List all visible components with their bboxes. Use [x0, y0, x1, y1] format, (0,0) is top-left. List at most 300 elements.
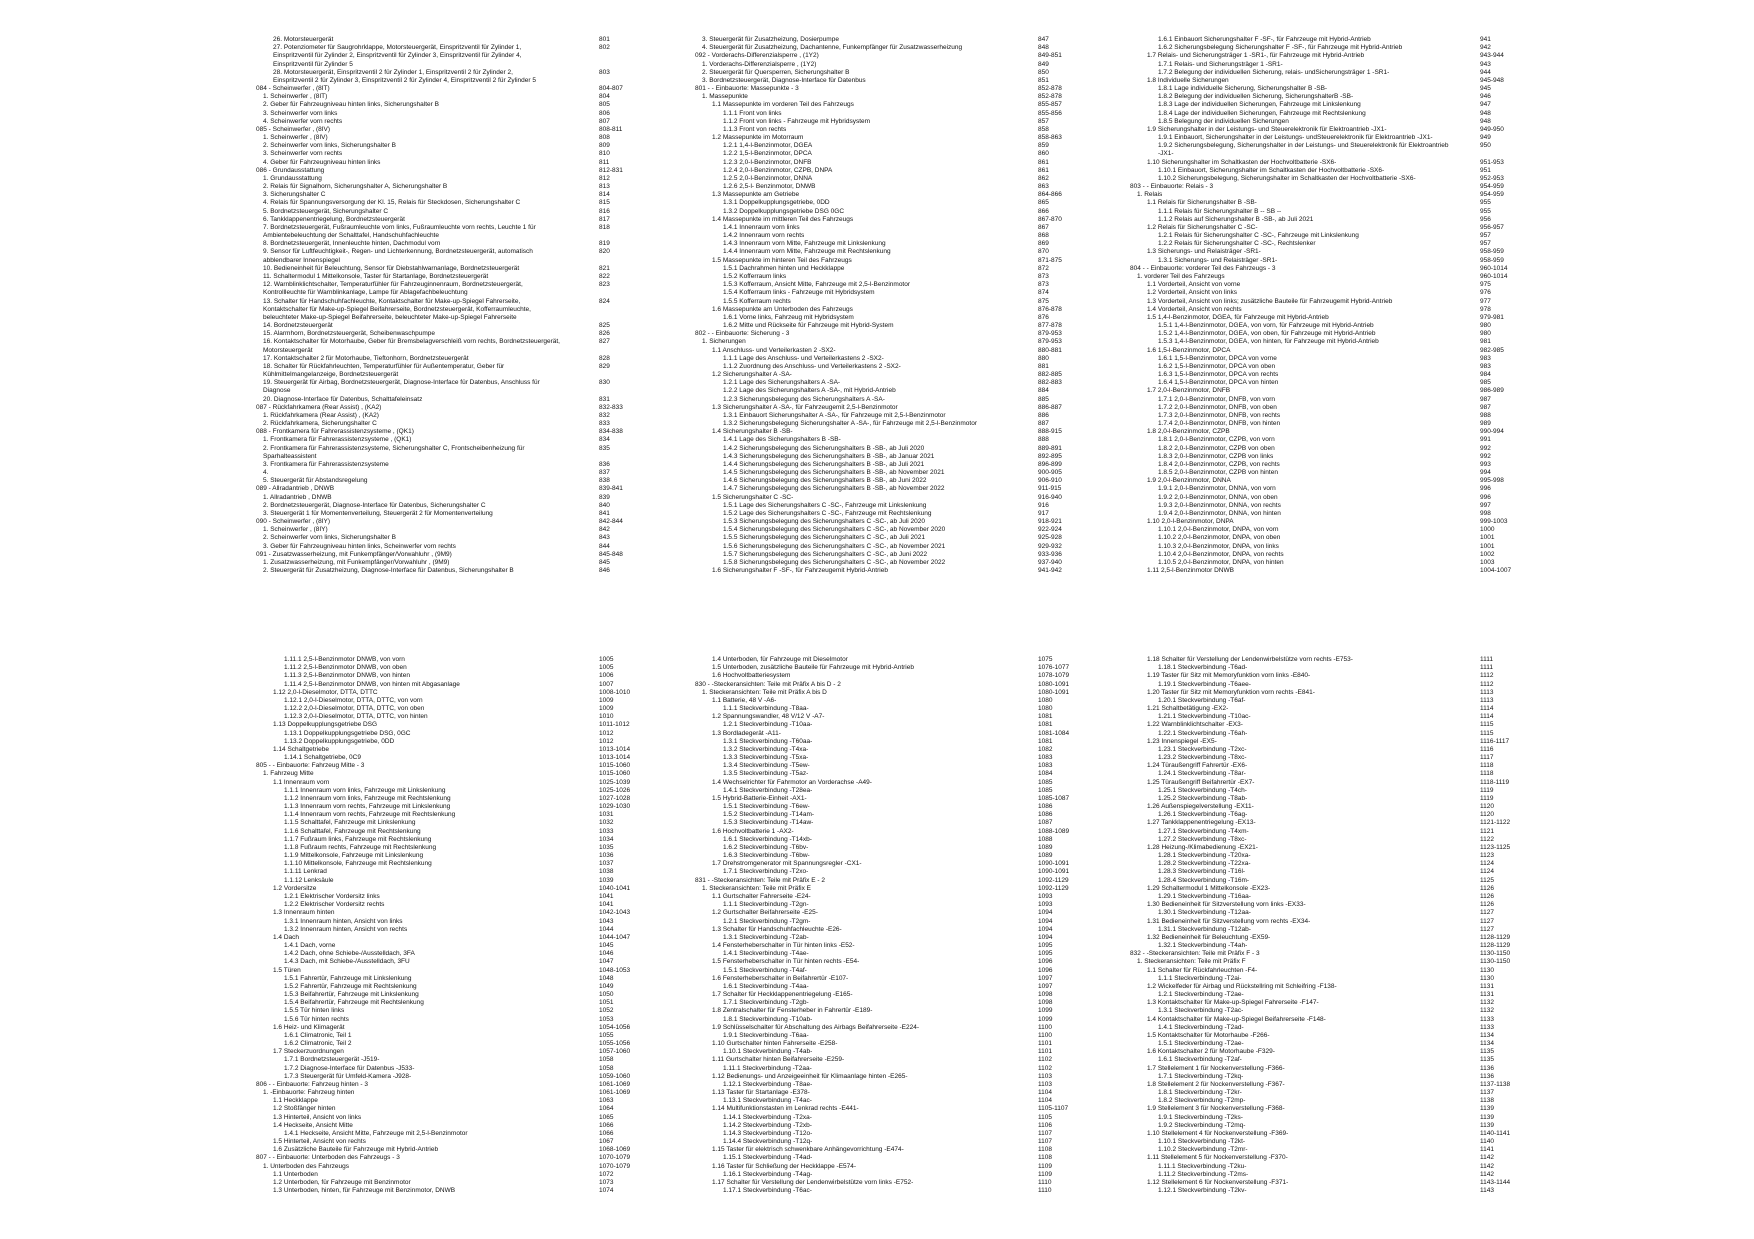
index-entry-page: 1086: [1038, 811, 1053, 819]
index-entry: [256, 61, 621, 69]
index-column-5: [695, 656, 1075, 1195]
index-entry: [256, 852, 621, 860]
index-entry-title: 1.11.2 2,5-l-Benzinmotor DNWB, von oben: [284, 664, 407, 672]
index-entry-page: 873: [1038, 281, 1049, 289]
index-entry-title: 1.3.1 Innenraum hinten, Ansicht von links: [284, 917, 403, 925]
index-entry-title: 1.7.4 2,0-l-Benzinmotor, DNFB, von hinten: [1158, 420, 1281, 428]
index-entry: [695, 958, 1075, 966]
index-entry-page: 1098: [1038, 991, 1053, 999]
index-entry-title: 1.13 Doppelkupplungsgetriebe DSG: [273, 721, 378, 729]
index-entry: [1130, 1187, 1515, 1195]
index-entry-page: 849-851: [1038, 52, 1062, 60]
index-entry-title: 1.13 Taster für Startanlage -E378-: [712, 1089, 810, 1097]
index-entry: [695, 240, 1075, 248]
index-entry-title: 1.3.2 Doppelkupplungsgetriebe DSG 0GC: [723, 207, 845, 215]
index-entry: [256, 477, 621, 485]
index-entry-title: 1.4 Vorderteil, Ansicht von rechts: [1147, 305, 1242, 313]
index-entry: [695, 387, 1075, 395]
index-entry: [695, 61, 1075, 69]
index-entry-title: 1.3 Innenraum hinten: [273, 909, 335, 917]
index-entry: [695, 950, 1075, 958]
index-entry-page: 951: [1480, 166, 1491, 174]
index-entry-title: 1.16 Taster für Schließung der Heckklappe -E574-: [712, 1162, 857, 1170]
index-entry-page: 1124: [1480, 860, 1494, 868]
index-entry-page: 1068-1069: [599, 1146, 631, 1154]
index-entry-page: 858: [1038, 125, 1049, 133]
index-entry-page: 826: [599, 330, 610, 338]
index-entry: [1130, 1065, 1515, 1073]
index-entry-page: 847: [1038, 36, 1049, 43]
index-entry: [256, 355, 621, 363]
index-entry-title: 1.3.2 Innenraum hinten, Ansicht von rechts: [284, 925, 408, 933]
index-entry-title: 1.9.1 Einbauort, Sicherungshalter in der Leistungs- undSteuerelektronik für Elektroantrieb -JX1-: [1158, 134, 1433, 142]
index-entry: [1130, 877, 1515, 885]
index-entry: [695, 281, 1075, 289]
index-entry-page: 876-878: [1038, 305, 1062, 313]
index-entry-title: Einspritzventil für Zylinder 5: [273, 60, 353, 68]
index-entry-title: 1.23.1 Steckverbindung -T2xc-: [1158, 745, 1247, 753]
index-entry-title: 1. Massepunkte: [702, 93, 748, 101]
index-entry: [695, 738, 1075, 746]
index-entry: [256, 534, 621, 542]
index-entry-title: 1.8 Individuelle Sicherungen: [1147, 76, 1229, 84]
index-entry-page: 877-878: [1038, 322, 1062, 330]
index-entry: [695, 338, 1075, 346]
index-entry-page: 1047: [599, 958, 614, 966]
index-entry: [256, 44, 621, 52]
index-entry-title: 1.9.1 Steckverbindung -T2ks-: [1158, 1113, 1243, 1121]
index-entry-title: 1.7 Relais- und Sicherungsträger 1 -SR1-, für Fahrzeuge mit Hybrid-Antrieb: [1147, 52, 1365, 60]
index-entry: [695, 396, 1075, 404]
index-entry-title: 1.5.7 Sicherungsbelegung des Sicherungshalters C -SC-, ab Juni 2022: [723, 550, 928, 558]
index-entry: [1130, 1171, 1515, 1179]
index-entry: [256, 175, 621, 183]
index-entry-title: 1.29.1 Steckverbindung -T16aa-: [1158, 892, 1251, 900]
index-entry-title: 1.10 Stellelement 4 für Nockenverstellung -F369-: [1147, 1129, 1289, 1137]
index-entry: [1130, 101, 1515, 109]
index-entry: [695, 534, 1075, 542]
index-entry-page: 803: [599, 68, 610, 76]
index-entry-page: 1127: [1480, 909, 1494, 917]
index-entry-title: 806 - - Einbauorte: Fahrzeug hinten - 3: [256, 1080, 369, 1088]
index-entry: [256, 77, 621, 85]
index-entry-page: 1108: [1038, 1154, 1052, 1162]
index-entry-page: 1074: [599, 1187, 614, 1195]
index-entry-title: 3. Frontkamera für Fahrerassistenzsysteme: [263, 460, 389, 468]
index-entry-page: 842-844: [599, 518, 623, 526]
index-entry-title: 1.2.2 Elektrischer Vordersitz rechts: [284, 901, 385, 909]
index-column-3: [1130, 36, 1515, 575]
index-entry-title: 1.9 Stellelement 3 für Nockenverstellung -F368-: [1147, 1105, 1285, 1113]
index-entry-page: 839-841: [599, 485, 623, 493]
index-entry: [256, 314, 621, 322]
index-entry: [695, 453, 1075, 461]
index-entry-title: 1.19.1 Steckverbindung -T6aee-: [1158, 680, 1251, 688]
index-entry-page: 818: [599, 223, 610, 231]
index-entry: [695, 52, 1075, 60]
index-entry-title: 1.6 Heiz- und Klimagerät: [273, 1023, 345, 1031]
index-entry: [695, 502, 1075, 510]
index-entry-page: 824: [599, 297, 610, 305]
index-entry: [1130, 208, 1515, 216]
index-entry: [1130, 991, 1515, 999]
index-entry-title: 1.4.3 Dach, mit Schiebe-/Ausstelldach, 3FU: [284, 958, 410, 966]
index-entry-page: 1089: [1038, 843, 1053, 851]
index-entry-title: 1.8.1 2,0-l-Benzinmotor, CZPB, von vorn: [1158, 436, 1275, 444]
index-entry: [256, 379, 621, 387]
index-entry-title: 1.8.3 Lage der individuellen Sicherungen, Fahrzeuge mit Linkslenkung: [1158, 101, 1361, 109]
index-entry-title: 1.5.3 Kofferraum, Ansicht Mitte, Fahrzeuge mit 2,5-l-Benzinmotor: [723, 281, 911, 289]
index-entry-page: 887: [1038, 420, 1049, 428]
index-entry-page: 867-870: [1038, 215, 1062, 223]
index-entry-title: 1.29 Schaltermodul 1 Mittelkonsole -EX23-: [1147, 884, 1271, 892]
index-entry-page: 944: [1480, 68, 1491, 76]
index-entry-title: 1.6 Fensterheberschalter in Beifahrertür -E107-: [712, 974, 849, 982]
index-entry: [695, 257, 1075, 265]
index-entry-page: 991: [1480, 436, 1491, 444]
index-entry: [256, 926, 621, 934]
index-entry-title: 14. Bordnetzsteuergerät: [263, 322, 333, 330]
index-entry-page: 1006: [599, 672, 614, 680]
index-entry-title: 3. Scheinwerfer vorn rechts: [263, 150, 343, 158]
index-entry-title: 4. Scheinwerfer vorn rechts: [263, 117, 343, 125]
index-entry: [1130, 754, 1515, 762]
index-entry-page: 1109: [1038, 1170, 1052, 1178]
index-entry-title: 1.7.2 Diagnose-Interface für Datenbus -J533-: [284, 1064, 415, 1072]
index-entry: [256, 428, 621, 436]
index-entry-page: 947: [1480, 101, 1491, 109]
index-entry-title: 1.9.2 Steckverbindung -T2mq-: [1158, 1121, 1246, 1129]
index-entry-title: 1.4.3 Sicherungsbelegung des Sicherungshalters B -SB-, ab Januar 2021: [723, 452, 935, 460]
index-entry-title: 1. vorderer Teil des Fahrzeugs: [1137, 272, 1225, 280]
index-entry: [1130, 860, 1515, 868]
index-entry-page: 1113: [1480, 696, 1494, 704]
index-entry: [1130, 273, 1515, 281]
index-entry-title: 1.5 Türen: [273, 966, 301, 974]
index-entry-page: 1093: [1038, 892, 1053, 900]
index-entry-page: 889-891: [1038, 444, 1062, 452]
index-entry-title: 1.3 Sicherungshalter A -SA-, für Fahrzeugemit 2,5-l-Benzinmotor: [712, 403, 898, 411]
index-entry-page: 1041: [599, 892, 614, 900]
index-entry-page: 845-848: [599, 550, 623, 558]
index-entry-page: 987: [1480, 403, 1491, 411]
index-entry-page: 1126: [1480, 884, 1494, 892]
index-entry-title: 1.15.1 Steckverbindung -T4ad-: [723, 1154, 813, 1162]
index-entry-page: 997: [1480, 501, 1491, 509]
index-entry: [695, 672, 1075, 680]
index-entry-title: 1.1.12 Lenksäule: [284, 876, 334, 884]
index-entry-title: 1.6.1 Einbauort Sicherungshalter F -SF-, für Fahrzeuge mit Hybrid-Antrieb: [1158, 36, 1371, 43]
index-entry-page: 1063: [599, 1097, 614, 1105]
index-entry-title: 1. -Einbauorte: Fahrzeug hinten: [263, 1089, 355, 1097]
index-entry-title: 1.4.2 Dach, ohne Schiebe-/Ausstelldach, 3FA: [284, 950, 415, 958]
index-entry-title: 1.25 Türaußengriff Beifahrertür -EX7-: [1147, 778, 1255, 786]
index-entry-page: 849: [1038, 60, 1049, 68]
index-entry-page: 1080-1091: [1038, 680, 1070, 688]
index-entry-title: 1. Steckeransichten: Teile mit Präfix E: [702, 884, 811, 892]
index-entry-title: 1.6.1 Steckverbindung -T2af-: [1158, 1056, 1242, 1064]
index-entry: [695, 1097, 1075, 1105]
index-entry-title: 1.12.3 2,0-l-Dieselmotor, DTTA, DTTC, von hinten: [284, 713, 428, 721]
index-entry-page: 1003: [1480, 559, 1495, 566]
index-entry-page: 872: [1038, 264, 1049, 272]
index-entry-page: 989: [1480, 420, 1491, 428]
index-entry-title: 1.10.1 Steckverbindung -T4ab-: [723, 1048, 813, 1056]
index-entry-title: Kontaktschalter für Make-up-Spiegel Beifahrerseite, Bordnetzsteuergerät, Kofferraumleuchte,: [263, 305, 531, 313]
index-entry: [695, 412, 1075, 420]
index-entry-page: 1000: [1480, 526, 1495, 534]
index-entry-page: 945-948: [1480, 76, 1504, 84]
index-entry-title: 1.7 2,0-l-Benzinmotor, DNFB: [1147, 387, 1231, 395]
index-entry-page: 1002: [1480, 550, 1495, 558]
index-entry-title: 1.6.1 Vorne links, Fahrzeug mit Hybridsystem: [723, 313, 854, 321]
index-entry: [256, 1023, 631, 1032]
index-entry-title: 1.9.1 Steckverbindung -T6aa-: [723, 1031, 809, 1039]
index-entry-title: 1.22 Warnblinklichtschalter -EX3-: [1147, 721, 1243, 729]
index-entry-title: 1.5.1 Lage des Sicherungshalters C -SC-, Fahrzeuge mit Linkslenkung: [723, 501, 927, 509]
index-entry: [1130, 428, 1515, 436]
index-entry-page: 1108: [1038, 1146, 1052, 1154]
index-entry-page: 1081: [1038, 713, 1053, 721]
index-entry: [695, 314, 1075, 322]
index-entry-page: 980: [1480, 330, 1491, 338]
index-entry: [1130, 52, 1515, 60]
index-entry-title: 1.7.1 Steckverbindung -T2xo-: [723, 868, 809, 876]
index-entry-page: 869: [1038, 240, 1049, 248]
index-entry: [1130, 1056, 1515, 1064]
index-entry-page: 1088: [1038, 835, 1053, 843]
index-entry-title: 1.8.1 Steckverbindung -T2kr-: [1158, 1089, 1242, 1097]
index-entry: [1130, 762, 1515, 770]
index-entry-title: 1.3 Massepunkte am Getriebe: [712, 191, 800, 199]
index-entry-title: 1.8 2,0-l-Benzinmotor, CZPB: [1147, 428, 1230, 436]
index-entry-page: 1094: [1038, 925, 1053, 933]
index-entry: [1130, 110, 1515, 118]
index-entry-title: 1.4.4 Innenraum vorn Mitte, Fahrzeuge mit Rechtslenkung: [723, 248, 891, 256]
index-entry-page: 1037: [599, 860, 614, 868]
index-entry-title: 1.5.5 Tür hinten links: [284, 1007, 345, 1015]
index-entry-page: 831: [599, 395, 610, 403]
index-entry: [256, 933, 631, 942]
index-entry-title: 1.2.1 Steckverbindung -T2gm-: [723, 917, 811, 925]
index-entry-title: 1.14.4 Steckverbindung -T12q-: [723, 1138, 813, 1146]
index-entry: [1130, 958, 1515, 966]
index-entry-title: 1.10.1 2,0-l-Benzinmotor, DNPA, von vorn: [1158, 526, 1279, 534]
index-entry-page: 1009: [599, 696, 614, 704]
index-entry-page: 804-807: [599, 85, 623, 93]
index-entry-title: 1.11.1 2,5-l-Benzinmotor DNWB, von vorn: [284, 656, 405, 663]
index-entry-title: 1.2.5 2,0-l-Benzinmotor, DNNA: [723, 174, 813, 182]
index-entry-page: 868: [1038, 232, 1049, 240]
index-entry-page: 892-895: [1038, 452, 1062, 460]
index-entry: [1130, 314, 1515, 322]
index-entry-page: 836: [599, 460, 610, 468]
index-entry-title: 1.2 Gurtschalter Beifahrerseite -E25-: [712, 909, 818, 917]
index-entry: [1130, 852, 1515, 860]
index-entry-page: 1131: [1480, 982, 1494, 990]
index-entry-title: 1.9.3 2,0-l-Benzinmotor, DNNA, von rechts: [1158, 501, 1281, 509]
index-entry-page: 911-915: [1038, 485, 1062, 493]
index-entry-title: 1.12.1 Steckverbindung -T8ae-: [723, 1080, 813, 1088]
index-entry-title: 1.8.2 2,0-l-Benzinmotor, CZPB von oben: [1158, 444, 1275, 452]
index-entry: [256, 101, 621, 109]
index-entry: [695, 942, 1075, 950]
index-entry-page: 812: [599, 174, 610, 182]
index-entry-page: 998: [1480, 509, 1491, 517]
index-entry-page: 954-959: [1480, 191, 1504, 199]
index-entry: [695, 721, 1075, 729]
index-entry: [256, 551, 621, 559]
index-entry-page: 958-959: [1480, 256, 1504, 264]
index-entry-page: 1111: [1480, 656, 1494, 663]
index-entry: [1130, 298, 1515, 306]
index-entry-page: 1042-1043: [599, 909, 631, 917]
index-entry-page: 867: [1038, 223, 1049, 231]
index-entry-title: 1.4.6 Sicherungsbelegung des Sicherungshalters B -SB-, ab Juni 2022: [723, 477, 927, 485]
index-entry-title: 1. Fahrzeug Mitte: [263, 770, 314, 778]
index-entry-title: 1.5 Kontaktschalter für Motorhaube -F266-: [1147, 1031, 1270, 1039]
index-entry-title: 1.24 Türaußengriff Fahrertür -EX6-: [1147, 762, 1248, 770]
index-entry-page: 1055: [599, 1031, 614, 1039]
index-entry-title: 5. Steuergerät für Abstandsregelung: [263, 477, 368, 485]
index-entry-title: 1.8.4 2,0-l-Benzinmotor, CZPB, von rechts: [1158, 460, 1280, 468]
index-entry-title: 1.8.5 2,0-l-Benzinmotor, CZPB von hinten: [1158, 469, 1278, 477]
index-entry: [1130, 142, 1515, 150]
index-entry-page: 1118-1119: [1480, 778, 1510, 786]
index-entry: [256, 836, 621, 844]
index-entry-title: Kühlmittelmangelanzeige, Bordnetzsteuergerät: [263, 371, 399, 379]
index-entry: [1130, 885, 1515, 893]
index-entry: [1130, 175, 1515, 183]
index-entry: [1130, 1089, 1515, 1097]
index-entry: [695, 1171, 1075, 1179]
index-entry-title: 1.2.2 Relais für Sicherungshalter C -SC-, Rechtslenker: [1158, 240, 1316, 248]
index-entry-page: 1015-1060: [599, 770, 631, 778]
index-entry: [256, 688, 631, 697]
index-entry-page: 1138: [1480, 1097, 1494, 1105]
index-entry-page: 957: [1480, 232, 1491, 240]
index-entry: [1130, 289, 1515, 297]
index-entry: [695, 265, 1075, 273]
index-entry-page: 801: [599, 36, 610, 43]
index-entry: [1130, 1146, 1515, 1154]
index-entry-page: 1011-1012: [599, 721, 630, 729]
index-entry: [1130, 1081, 1515, 1089]
index-entry: [695, 893, 1075, 901]
index-entry: [1130, 844, 1515, 852]
index-entry-page: 858-863: [1038, 134, 1062, 142]
index-entry-page: 1010: [599, 713, 614, 721]
index-entry-page: 1116: [1480, 745, 1494, 753]
index-entry-page: 1092-1129: [1038, 884, 1069, 892]
index-entry: [695, 1114, 1075, 1122]
index-entry-title: 1.1.3 Innenraum vorn rechts, Fahrzeuge mit Linkslenkung: [284, 803, 451, 811]
index-entry-page: 941-942: [1038, 567, 1062, 575]
index-entry-title: 1.1.8 Fußraum rechts, Fahrzeuge mit Rechtslenkung: [284, 843, 437, 851]
index-entry-title: 3. Sicherungshalter C: [263, 191, 326, 199]
index-entry-page: 1115: [1480, 721, 1494, 729]
index-entry-title: 1.23 Innenspiegel -EX5-: [1147, 737, 1217, 745]
index-entry-page: 1094: [1038, 933, 1053, 941]
index-entry-title: 1.2 Sicherungshalter A -SA-: [712, 371, 792, 379]
index-entry-title: 1.4 Massepunkte im mittleren Teil des Fahrzeugs: [712, 215, 854, 223]
index-entry-page: 827: [599, 338, 610, 346]
index-entry-page: 814: [599, 191, 610, 199]
index-entry: [1130, 795, 1515, 803]
index-entry-title: 1.4 Dach: [273, 933, 300, 941]
index-entry-title: 1.8.5 Belegung der individuellen Sicherungen: [1158, 117, 1289, 125]
index-entry-title: 1.3 Kontaktschalter für Make-up-Spiegel Fahrerseite -F147-: [1147, 999, 1319, 1007]
index-entry-page: 851: [1038, 76, 1049, 84]
index-entry: [695, 306, 1075, 314]
index-entry-page: 841: [599, 509, 610, 517]
index-entry: [695, 795, 1075, 803]
index-entry-page: 806: [599, 109, 610, 117]
index-entry-page: 1048-1053: [599, 966, 631, 974]
index-entry-title: 1.11.4 2,5-l-Benzinmotor DNWB, von hinten mit Abgasanlage: [284, 680, 460, 688]
index-entry-page: 1130: [1480, 966, 1494, 974]
index-entry-page: 807: [599, 117, 610, 125]
index-entry-title: 1.10 Gurtschalter hinten Fahrerseite -E258-: [712, 1040, 838, 1048]
index-entry-page: 885: [1038, 395, 1049, 403]
index-entry-title: 1.1 Anschluss- und Verteilerkasten 2 -SX2-: [712, 346, 836, 354]
index-entry-page: 1107: [1038, 1129, 1052, 1137]
index-entry-title: 1.10.1 Einbauort, Sicherungshalter im Schaltkasten der Hochvoltbatterie -SX6-: [1158, 166, 1385, 174]
index-entry-page: 1141: [1480, 1146, 1494, 1154]
index-entry-page: 1130: [1480, 974, 1494, 982]
index-entry: [256, 191, 621, 199]
index-entry-page: 987: [1480, 395, 1491, 403]
index-entry-title: 1.2.6 2,5-l- Benzinmotor, DNWB: [723, 183, 816, 191]
index-entry: [256, 1122, 621, 1130]
index-entry: [1130, 510, 1515, 518]
index-entry: [695, 289, 1075, 297]
index-entry-title: 1. Relais: [1137, 191, 1163, 199]
index-entry-page: 1065: [599, 1113, 614, 1121]
index-entry: [1130, 469, 1515, 477]
index-entry-title: 1.1.6 Schalttafel, Fahrzeuge mit Rechtslenkung: [284, 827, 421, 835]
index-entry-title: 1.2.1 Steckverbindung -T2ae-: [1158, 991, 1244, 999]
index-entry: [256, 330, 621, 338]
index-entry-page: 817: [599, 215, 610, 223]
index-entry-page: 832-833: [599, 403, 623, 411]
index-entry-page: 996: [1480, 493, 1491, 501]
index-entry-page: 1104: [1038, 1097, 1052, 1105]
index-entry: [1130, 387, 1515, 395]
index-entry-page: 945: [1480, 85, 1491, 93]
index-entry-title: 1.25.2 Steckverbindung -T8ab-: [1158, 794, 1248, 802]
index-entry-title: 3. Steuergerät 1 für Momentenverteilung, Steuergerät 2 für Momentenverteilung: [263, 509, 493, 517]
index-entry: [695, 510, 1075, 518]
index-entry-page: 1031: [599, 811, 614, 819]
index-entry-page: 994: [1480, 469, 1491, 477]
index-entry-page: 1057-1060: [599, 1048, 631, 1056]
index-entry-page: 1096: [1038, 958, 1053, 966]
index-entry-page: 1066: [599, 1129, 614, 1137]
index-entry-page: 992: [1480, 452, 1491, 460]
index-entry-title: 1.1.1 Steckverbindung -T8aa-: [723, 705, 809, 713]
index-entry: [695, 232, 1075, 240]
index-entry: [1130, 265, 1515, 273]
index-entry: [1130, 436, 1515, 444]
index-entry: [256, 502, 621, 510]
index-entry-page: 1085: [1038, 786, 1053, 794]
index-entry-title: 1.1 Gurtschalter Fahrerseite -E24-: [712, 892, 811, 900]
index-entry-page: 1033: [599, 827, 614, 835]
index-entry-title: 085 - Scheinwerfer , (8IV): [256, 125, 331, 133]
index-entry-page: 1032: [599, 819, 614, 827]
index-entry-page: 1015-1060: [599, 762, 631, 770]
